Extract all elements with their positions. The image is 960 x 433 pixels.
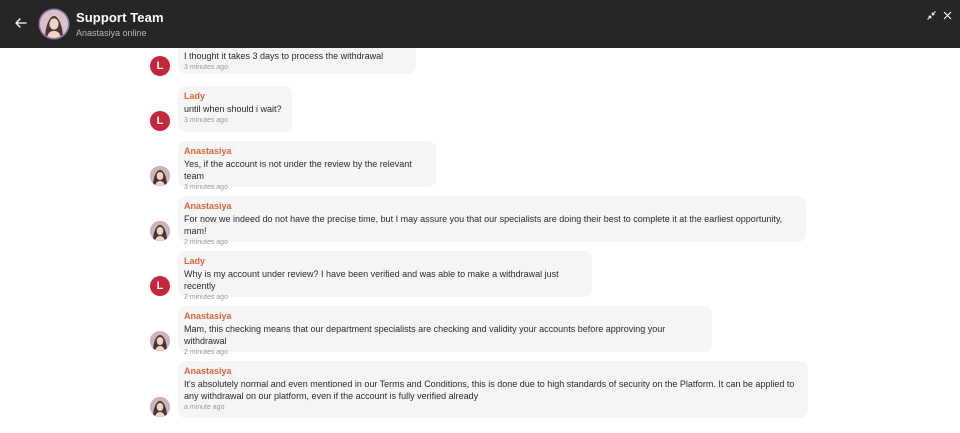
user-avatar: L (150, 56, 170, 76)
sender-name: Anastasiya (184, 201, 232, 211)
close-button[interactable] (942, 10, 952, 20)
agent-avatar (150, 221, 170, 241)
back-button[interactable] (12, 14, 30, 32)
support-avatar (40, 10, 68, 38)
message-bubble (178, 361, 808, 418)
chat-messages[interactable] (0, 48, 960, 433)
chat-title: Support Team (76, 10, 164, 25)
sender-name: Anastasiya (184, 146, 232, 156)
agent-avatar (150, 166, 170, 186)
chat-status: Anastasiya online (76, 28, 147, 38)
message-text: I thought it takes 3 days to process the withdrawal (184, 51, 384, 61)
message-text: Mam, this checking means that our department specialists are checking and validity your accounts before approving your withdrawal (184, 324, 666, 346)
chat-header (0, 0, 960, 48)
agent-avatar (150, 397, 170, 417)
sender-name: Lady (184, 256, 206, 266)
message-time: 2 minutes ago (184, 294, 228, 301)
sender-name: Anastasiya (184, 311, 232, 321)
message-bubble (178, 141, 436, 191)
message-time: 3 minutes ago (184, 64, 228, 71)
message-time: a minute ago (184, 404, 225, 411)
message-text: Why is my account under review? I have been verified and was able to make a withdrawal just recently (184, 269, 559, 291)
user-avatar: L (150, 111, 170, 131)
message-text: until when should i wait? (184, 104, 282, 114)
message-time: 3 minutes ago (184, 184, 228, 191)
message-bubble (178, 306, 712, 356)
message-time: 3 minutes ago (184, 117, 228, 124)
message-text: For now we indeed do not have the precise time, but I may assure you that our specialists are doing their best to complete it at the earliest opportunity, mam! (184, 214, 783, 236)
message-bubble (178, 48, 416, 74)
sender-name: Lady (184, 91, 206, 101)
arrow-left-icon (15, 18, 27, 28)
message-bubble (178, 251, 592, 301)
minimize-button[interactable] (926, 10, 936, 20)
message-bubble (178, 196, 806, 246)
close-icon (943, 11, 952, 20)
message-text: Yes, if the account is not under the review by the relevant team (184, 159, 412, 181)
message-time: 2 minutes ago (184, 349, 228, 356)
sender-name: Anastasiya (184, 366, 232, 376)
user-avatar: L (150, 276, 170, 296)
message-bubble (178, 86, 292, 132)
message-text: It's absolutely normal and even mentioned in our Terms and Conditions, this is done due to high standards of security on the Platform. It can be applied to any withdrawal on our platform, even if the account is fully verified already (184, 379, 795, 401)
collapse-icon (927, 11, 936, 20)
message-time: 2 minutes ago (184, 239, 228, 246)
agent-avatar (150, 331, 170, 351)
